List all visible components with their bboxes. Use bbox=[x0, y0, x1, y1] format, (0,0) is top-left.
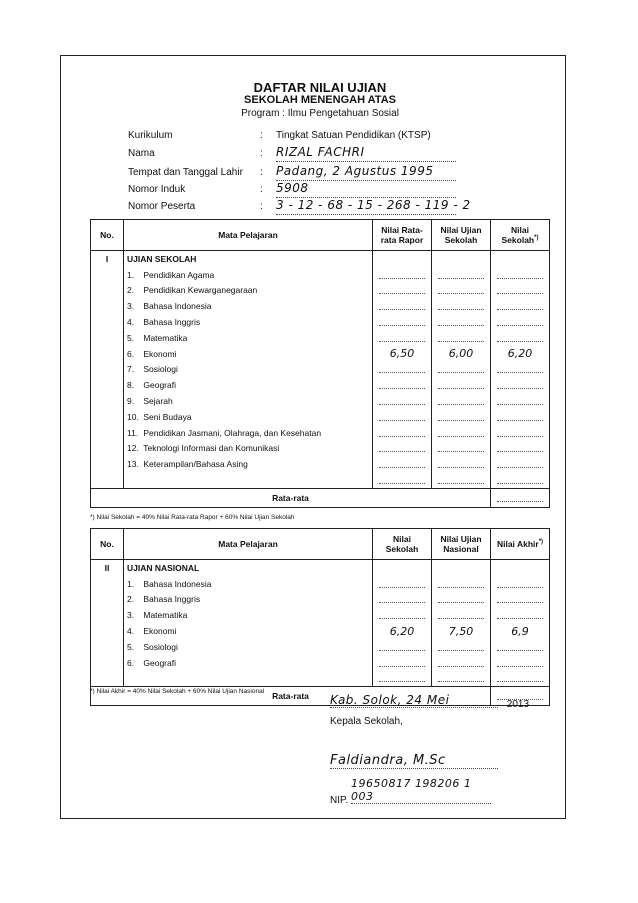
subject-row bbox=[91, 655, 550, 671]
subject-cell bbox=[124, 283, 373, 299]
subject-name: Bahasa Indonesia bbox=[143, 578, 212, 589]
score-cell bbox=[432, 456, 491, 472]
score-cell bbox=[491, 576, 550, 592]
blank-score bbox=[438, 609, 484, 619]
footnote-sekolah: *) Nilai Sekolah = 40% Nilai Rata-rata Rapor + 60% Nilai Ujian Sekolah bbox=[90, 514, 295, 521]
subject-cell bbox=[124, 456, 373, 472]
subject-name: Bahasa Inggris bbox=[143, 317, 201, 328]
subject-number: 1. bbox=[127, 269, 135, 280]
blank-score bbox=[379, 269, 425, 279]
blank-score bbox=[438, 474, 484, 484]
blank-score bbox=[497, 578, 543, 588]
peserta-field bbox=[276, 198, 471, 215]
subject-row bbox=[91, 576, 550, 592]
subject-row bbox=[91, 425, 550, 441]
score-value: 6,50 bbox=[389, 347, 415, 361]
subject-number: 4. bbox=[127, 317, 135, 328]
score-cell bbox=[373, 441, 432, 457]
subject-cell bbox=[124, 425, 373, 441]
score-cell bbox=[373, 298, 432, 314]
colon: : bbox=[260, 130, 263, 141]
score-cell bbox=[373, 314, 432, 330]
blank-score bbox=[497, 284, 543, 294]
score-cell bbox=[432, 393, 491, 409]
subject-number: 12. bbox=[127, 443, 139, 454]
blank-row bbox=[91, 671, 550, 687]
subject-cell bbox=[124, 267, 373, 283]
footnote-mark: *) bbox=[538, 539, 544, 546]
blank-score bbox=[497, 657, 543, 667]
signatory-row bbox=[330, 753, 498, 772]
blank-score bbox=[497, 300, 543, 310]
induk-label: Nomor Induk bbox=[128, 184, 186, 195]
score-cell bbox=[373, 393, 432, 409]
subject-cell bbox=[124, 639, 373, 655]
blank-score bbox=[497, 492, 543, 502]
score-cell bbox=[373, 362, 432, 378]
place-date: Kab. Solok, 24 Mei bbox=[330, 693, 498, 708]
program-line: Program : Ilmu Pengetahuan Sosial bbox=[241, 108, 399, 119]
year: 2013 bbox=[506, 699, 530, 710]
subject-cell bbox=[124, 362, 373, 378]
score-cell bbox=[432, 441, 491, 457]
score-cell bbox=[373, 655, 432, 671]
score-cell bbox=[432, 346, 491, 362]
blank-score bbox=[438, 442, 484, 452]
nama-value: RIZAL FACHRI bbox=[276, 145, 365, 159]
subject-cell bbox=[124, 314, 373, 330]
score-cell bbox=[432, 377, 491, 393]
score-cell bbox=[491, 298, 550, 314]
subject-number: 7. bbox=[127, 364, 135, 375]
subject-number: 1. bbox=[127, 578, 135, 589]
score-cell bbox=[432, 639, 491, 655]
blank-score bbox=[379, 641, 425, 651]
ujian-sekolah-table bbox=[90, 219, 550, 508]
score-cell bbox=[373, 346, 432, 362]
subject-cell bbox=[124, 330, 373, 346]
nip-value: 19650817 198206 1 003 bbox=[351, 777, 491, 804]
score-cell bbox=[373, 592, 432, 608]
subject-cell bbox=[124, 409, 373, 425]
blank-score bbox=[379, 332, 425, 342]
score-cell bbox=[491, 393, 550, 409]
blank-score bbox=[379, 284, 425, 294]
col-rapor-header: Nilai Rata-rata Rapor bbox=[373, 220, 432, 251]
subject-name: Pendidikan Jasmani, Olahraga, dan Kesehatan bbox=[143, 427, 322, 438]
subject-number: 2. bbox=[127, 285, 135, 296]
score-cell bbox=[491, 655, 550, 671]
score-cell bbox=[491, 425, 550, 441]
score-cell bbox=[432, 623, 491, 639]
blank-score bbox=[497, 442, 543, 452]
score-value: 6,00 bbox=[448, 347, 474, 361]
score-cell bbox=[491, 330, 550, 346]
score-cell bbox=[373, 576, 432, 592]
col-subject-header: Mata Pelajaran bbox=[124, 220, 373, 251]
section-number: I bbox=[91, 251, 124, 267]
score-cell bbox=[373, 330, 432, 346]
score-cell bbox=[432, 298, 491, 314]
subject-row bbox=[91, 362, 550, 378]
ttl-value: Padang, 2 Agustus 1995 bbox=[276, 164, 434, 178]
subject-number: 8. bbox=[127, 380, 135, 391]
blank-score bbox=[379, 316, 425, 326]
score-cell bbox=[491, 623, 550, 639]
nama-label: Nama bbox=[128, 148, 155, 159]
score-cell bbox=[373, 377, 432, 393]
blank-score bbox=[379, 578, 425, 588]
induk-field bbox=[276, 181, 456, 198]
subject-row bbox=[91, 267, 550, 283]
subject-name: Ekonomi bbox=[143, 348, 177, 359]
subject-name: Pendidikan Agama bbox=[143, 269, 215, 280]
score-value: 7,50 bbox=[448, 624, 474, 638]
section-name: UJIAN NASIONAL bbox=[124, 560, 373, 576]
col-sekolah-label: Nilai Sekolah bbox=[501, 225, 535, 245]
subject-name: Sejarah bbox=[143, 396, 173, 407]
blank-score bbox=[438, 379, 484, 389]
blank-row bbox=[91, 472, 550, 488]
score-cell bbox=[491, 346, 550, 362]
score-cell bbox=[432, 267, 491, 283]
blank-score bbox=[497, 593, 543, 603]
subject-row bbox=[91, 456, 550, 472]
peserta-label: Nomor Peserta bbox=[128, 201, 196, 212]
subject-number: 9. bbox=[127, 396, 135, 407]
blank-score bbox=[438, 657, 484, 667]
blank-score bbox=[438, 672, 484, 682]
score-cell bbox=[432, 330, 491, 346]
blank-score bbox=[379, 458, 425, 468]
blank-score bbox=[497, 316, 543, 326]
score-cell bbox=[491, 456, 550, 472]
subject-row bbox=[91, 283, 550, 299]
colon: : bbox=[260, 167, 263, 178]
subject-name: Bahasa Indonesia bbox=[143, 301, 212, 312]
subject-number: 4. bbox=[127, 626, 135, 637]
colon: : bbox=[260, 148, 263, 159]
score-value: 6,9 bbox=[511, 624, 529, 638]
score-cell bbox=[432, 409, 491, 425]
blank-score bbox=[379, 363, 425, 373]
subject-cell bbox=[124, 393, 373, 409]
place-date-row bbox=[330, 693, 550, 711]
induk-value: 5908 bbox=[276, 181, 309, 195]
col-no-header: No. bbox=[91, 529, 124, 560]
kurikulum-value: Tingkat Satuan Pendidikan (KTSP) bbox=[276, 130, 431, 141]
blank-score bbox=[497, 641, 543, 651]
score-cell bbox=[373, 425, 432, 441]
score-cell bbox=[432, 592, 491, 608]
col-un-header: Nilai Ujian Nasional bbox=[432, 529, 491, 560]
subject-cell bbox=[124, 441, 373, 457]
subject-number: 6. bbox=[127, 348, 135, 359]
subject-name: Keterampilan/Bahasa Asing bbox=[143, 459, 248, 470]
blank-score bbox=[497, 458, 543, 468]
subject-row bbox=[91, 441, 550, 457]
score-cell bbox=[432, 576, 491, 592]
blank-score bbox=[438, 316, 484, 326]
table-body bbox=[91, 251, 550, 508]
footnote-mark: *) bbox=[534, 235, 539, 242]
subject-row bbox=[91, 639, 550, 655]
subject-row bbox=[91, 607, 550, 623]
subject-row bbox=[91, 409, 550, 425]
score-cell bbox=[491, 267, 550, 283]
score-cell bbox=[491, 607, 550, 623]
subject-number: 6. bbox=[127, 657, 135, 668]
col-akhir-label: Nilai Akhir bbox=[496, 539, 539, 549]
subject-row bbox=[91, 623, 550, 639]
score-cell bbox=[491, 639, 550, 655]
table-body bbox=[91, 560, 550, 706]
section-number: II bbox=[91, 560, 124, 576]
score-cell bbox=[373, 456, 432, 472]
score-cell bbox=[373, 623, 432, 639]
score-cell bbox=[373, 283, 432, 299]
score-cell bbox=[491, 314, 550, 330]
blank-score bbox=[438, 411, 484, 421]
score-cell bbox=[491, 441, 550, 457]
blank-score bbox=[379, 442, 425, 452]
subject-row bbox=[91, 393, 550, 409]
subject-name: Sosiologi bbox=[143, 364, 178, 375]
score-cell bbox=[491, 409, 550, 425]
ujian-nasional-table bbox=[90, 528, 550, 706]
blank-score bbox=[379, 300, 425, 310]
subject-number: 11. bbox=[127, 427, 139, 438]
subject-row bbox=[91, 346, 550, 362]
score-value: 6,20 bbox=[507, 347, 533, 361]
blank-score bbox=[438, 284, 484, 294]
subject-cell bbox=[124, 592, 373, 608]
average-label: Rata-rata bbox=[91, 687, 491, 706]
colon: : bbox=[260, 184, 263, 195]
colon: : bbox=[260, 201, 263, 212]
subject-row bbox=[91, 314, 550, 330]
ttl-field bbox=[276, 164, 456, 181]
blank-score bbox=[379, 411, 425, 421]
subject-row bbox=[91, 330, 550, 346]
nip-row bbox=[330, 777, 491, 807]
subject-name: Matematika bbox=[143, 610, 188, 621]
role: Kepala Sekolah, bbox=[330, 716, 403, 727]
subject-cell bbox=[124, 655, 373, 671]
subject-number: 10. bbox=[127, 411, 139, 422]
blank-score bbox=[497, 672, 543, 682]
subject-number: 13. bbox=[127, 459, 139, 470]
subject-number: 5. bbox=[127, 641, 135, 652]
blank-score bbox=[438, 269, 484, 279]
footnote-akhir: *) Nilai Akhir = 40% Nilai Sekolah + 60% Nilai Ujian Nasional bbox=[90, 688, 265, 695]
subject-number: 3. bbox=[127, 610, 135, 621]
score-cell bbox=[432, 425, 491, 441]
average-label: Rata-rata bbox=[91, 488, 491, 507]
subject-row bbox=[91, 298, 550, 314]
col-sekolah-header bbox=[491, 220, 550, 251]
col-sekolah-header: Nilai Sekolah bbox=[373, 529, 432, 560]
blank-score bbox=[497, 427, 543, 437]
subject-cell bbox=[124, 377, 373, 393]
col-no-header: No. bbox=[91, 220, 124, 251]
signatory-name: Faldiandra, M.Sc bbox=[330, 753, 498, 769]
blank-score bbox=[438, 427, 484, 437]
blank-score bbox=[497, 609, 543, 619]
blank-score bbox=[438, 578, 484, 588]
score-cell bbox=[432, 362, 491, 378]
blank-score bbox=[438, 458, 484, 468]
blank-score bbox=[379, 395, 425, 405]
col-subject-header: Mata Pelajaran bbox=[124, 529, 373, 560]
subject-cell bbox=[124, 346, 373, 362]
subject-name: Teknologi Informasi dan Komunikasi bbox=[143, 443, 280, 454]
subject-name: Matematika bbox=[143, 332, 188, 343]
blank-score bbox=[497, 395, 543, 405]
subject-row bbox=[91, 592, 550, 608]
blank-score bbox=[438, 363, 484, 373]
score-cell bbox=[491, 592, 550, 608]
score-cell bbox=[373, 607, 432, 623]
blank-score bbox=[379, 379, 425, 389]
blank-score bbox=[438, 593, 484, 603]
subject-cell bbox=[124, 576, 373, 592]
score-cell bbox=[432, 655, 491, 671]
blank-score bbox=[379, 593, 425, 603]
section-name: UJIAN SEKOLAH bbox=[124, 251, 373, 267]
score-cell bbox=[432, 607, 491, 623]
score-cell bbox=[373, 267, 432, 283]
subject-number: 2. bbox=[127, 594, 135, 605]
blank-score bbox=[438, 395, 484, 405]
blank-score bbox=[379, 427, 425, 437]
blank-score bbox=[497, 332, 543, 342]
blank-score bbox=[379, 657, 425, 667]
subject-number: 5. bbox=[127, 332, 135, 343]
subject-name: Pendidikan Kewarganegaraan bbox=[143, 285, 258, 296]
blank-score bbox=[438, 641, 484, 651]
ttl-label: Tempat dan Tanggal Lahir bbox=[128, 167, 243, 178]
blank-score bbox=[379, 609, 425, 619]
nama-field bbox=[276, 145, 456, 162]
blank-score bbox=[497, 379, 543, 389]
subject-cell bbox=[124, 298, 373, 314]
blank-score bbox=[497, 474, 543, 484]
col-ujian-header: Nilai Ujian Sekolah bbox=[432, 220, 491, 251]
blank-score bbox=[497, 363, 543, 373]
blank-score bbox=[379, 474, 425, 484]
peserta-value: 3 - 12 - 68 - 15 - 268 - 119 - 2 bbox=[276, 198, 471, 212]
subject-name: Geografi bbox=[143, 380, 176, 391]
document-title: DAFTAR NILAI UJIAN bbox=[253, 80, 387, 95]
score-cell bbox=[432, 314, 491, 330]
blank-score bbox=[497, 269, 543, 279]
score-cell bbox=[373, 409, 432, 425]
blank-score bbox=[438, 300, 484, 310]
score-cell bbox=[491, 283, 550, 299]
average-row bbox=[91, 488, 550, 507]
subject-cell bbox=[124, 623, 373, 639]
col-akhir-header bbox=[491, 529, 550, 560]
blank-score bbox=[379, 672, 425, 682]
subject-name: Ekonomi bbox=[143, 626, 177, 637]
blank-score bbox=[497, 411, 543, 421]
kurikulum-label: Kurikulum bbox=[128, 130, 173, 141]
score-cell bbox=[491, 377, 550, 393]
subject-name: Geografi bbox=[143, 657, 176, 668]
subject-row bbox=[91, 377, 550, 393]
nip-label: NIP. bbox=[330, 795, 349, 806]
score-cell bbox=[491, 362, 550, 378]
subject-name: Sosiologi bbox=[143, 641, 178, 652]
subject-number: 3. bbox=[127, 301, 135, 312]
document-subtitle: SEKOLAH MENENGAH ATAS bbox=[244, 94, 396, 106]
score-cell bbox=[432, 283, 491, 299]
blank-score bbox=[438, 332, 484, 342]
subject-name: Bahasa Inggris bbox=[143, 594, 201, 605]
subject-name: Seni Budaya bbox=[143, 411, 192, 422]
score-value: 6,20 bbox=[389, 624, 415, 638]
score-cell bbox=[373, 639, 432, 655]
subject-cell bbox=[124, 607, 373, 623]
